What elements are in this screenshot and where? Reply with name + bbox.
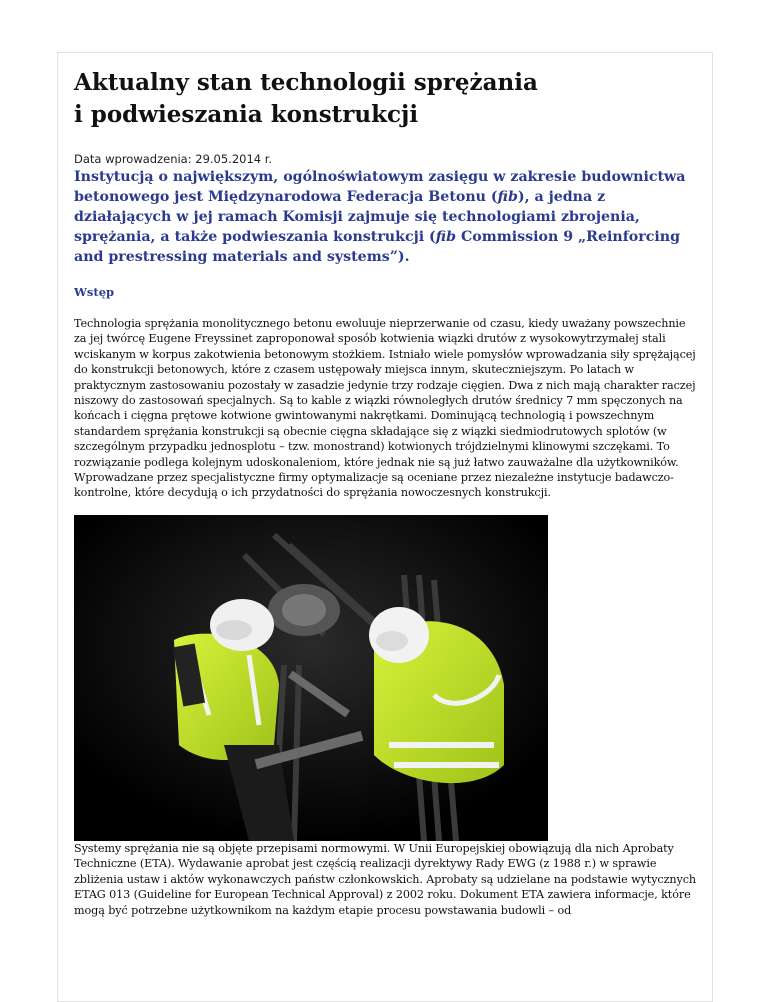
lead-text-1: Instytucją o największym, ogólnoświatowym zasięgu w zakresie budownictwa betonowego jest Międzynarodowa Federacja Betonu ( xyxy=(74,169,686,205)
article-title: Aktualny stan technologii sprężania i podwieszania konstrukcji xyxy=(74,69,538,128)
lead-text-2: ), a jedna z działających w jej ramach Komisji zajmuje się technologiami zbrojenia, sprężania, a także podwieszania konstrukcji ( xyxy=(74,189,640,245)
article-photo xyxy=(74,515,548,841)
section-heading: Wstęp xyxy=(74,285,115,299)
lead-text-3: Commission 9 „Reinforcing and prestressing materials and systems”). xyxy=(74,229,681,265)
article-lead xyxy=(74,167,698,267)
paragraph-regulations: Systemy sprężania nie są objęte przepisami normowymi. W Unii Europejskiej obowiązują dla nich Aprobaty Techniczne (ETA). Wydawanie aprobat jest częścią realizacji dyrektywy Rady EWG (z 1988 r.) w sprawie zbliżenia ustaw i aktów wykonawczych państw członkowskich. Aprobaty są udzielane na podstawie wytycznych ETAG 013 (Guideline for European Technical Approval) z 2002 roku. Dokument ETA zawiera informacje, które mogą być potrzebne użytkownikom na każdym etapie procesu powstawania budowli – od xyxy=(74,841,696,917)
lead-fib-1: fib xyxy=(497,189,518,205)
publication-date: Data wprowadzenia: 29.05.2014 r. xyxy=(74,152,273,166)
article-page xyxy=(57,52,713,1002)
paragraph-intro: Technologia sprężania monolitycznego betonu ewoluuje nieprzerwanie od czasu, kiedy uważany powszechnie za jej twórcę Eugene Freyssinet zaproponował sposób kotwienia wiązki drutów z wysokowytrzymałej stali wciskanym w korpus zakotwienia betonowym stożkiem. Istniało wiele pomysłów wprowadzania siły sprężającej do konstrukcji betonowych, które z czasem ustępowały miejsca innym, skuteczniejszym. Po latach w praktycznym zastosowaniu pozostały w zasadzie jedynie trzy rodzaje cięgien. Dwa z nich mają charakter raczej niszowy do zastosowań specjalnych. Są to kable z wiązki równoległych drutów średnicy 7 mm spęczonych na końcach i cięgna prętowe kotwione gwintowanymi nakrętkami. Dominującą technologią i powszechnym standardem sprężania konstrukcji są obecnie cięgna składające się z wiązki siedmiodrutowych splotów (w szczególnym przypadku jednosplotu – tzw. monostrand) kotwionych trójdzielnymi klinowymi szczękami. To rozwiązanie podlega kolejnym udoskonaleniom, które jednak nie są już łatwo zauważalne dla użytkowników. Wprowadzane przez specjalistyczne firmy optymalizacje są oceniane przez niezależne instytucje badawczo-kontrolne, które decydują o ich przydatności do sprężania nowoczesnych konstrukcji. xyxy=(74,317,696,500)
anchor-head xyxy=(268,584,340,636)
lead-fib-2: fib xyxy=(435,229,457,245)
article-content xyxy=(74,67,698,918)
